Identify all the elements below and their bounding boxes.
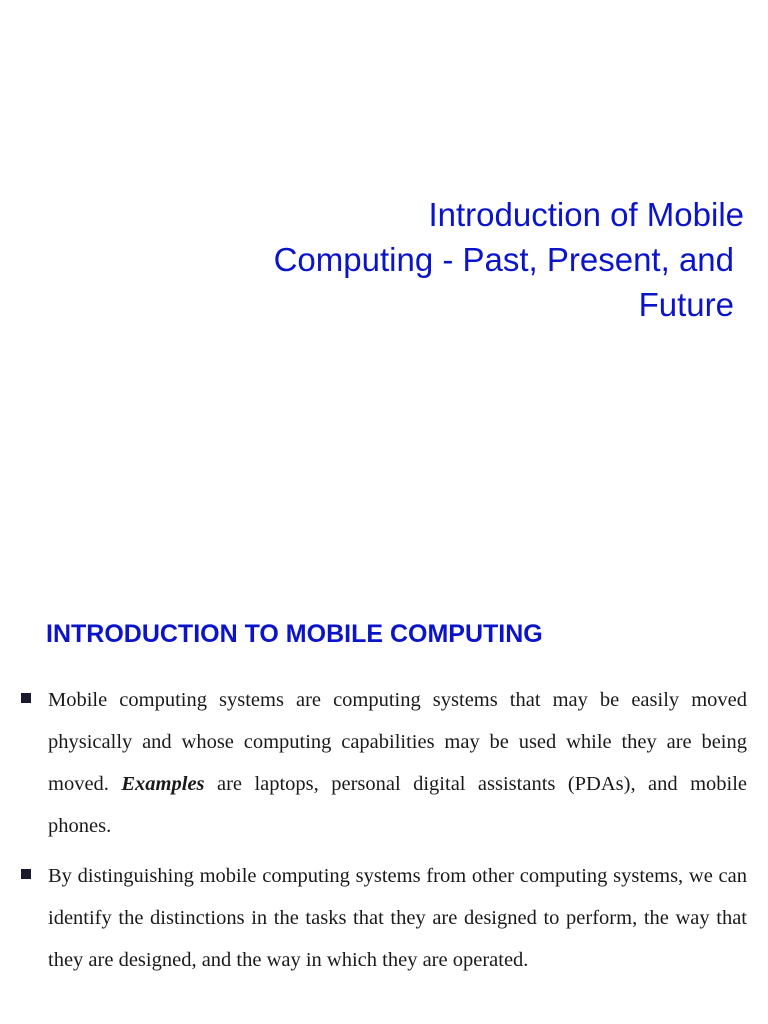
bullet-1-text-before: Mobile computing systems are computing systems that may be easily moved physically and whose computing capabilities may be used while they are being moved. [48,689,747,795]
section-heading: INTRODUCTION TO MOBILE COMPUTING [46,620,543,648]
bullet-list [0,679,768,989]
title-line-1: Introduction of Mobile [428,196,744,233]
title-line-3: Future [638,286,734,323]
bullet-item-1 [0,679,768,847]
bullet-1-text-after: are laptops, personal digital assistants (PDAs), and mobile phones. [48,773,748,837]
bullet-item-2 [0,855,768,981]
square-bullet-icon [21,869,31,879]
bullet-1-emphasis: Examples [121,773,205,795]
bullet-text-1 [48,689,747,837]
bullet-text-2: By distinguishing mobile computing systems from other computing systems, we can identify the distinctions in the tasks that they are designed to perform, the way that they are designed, and the way in which they are operated. [48,865,747,971]
slide-title [124,192,744,327]
title-line-2: Computing - Past, Present, and [273,241,734,278]
square-bullet-icon [21,693,31,703]
